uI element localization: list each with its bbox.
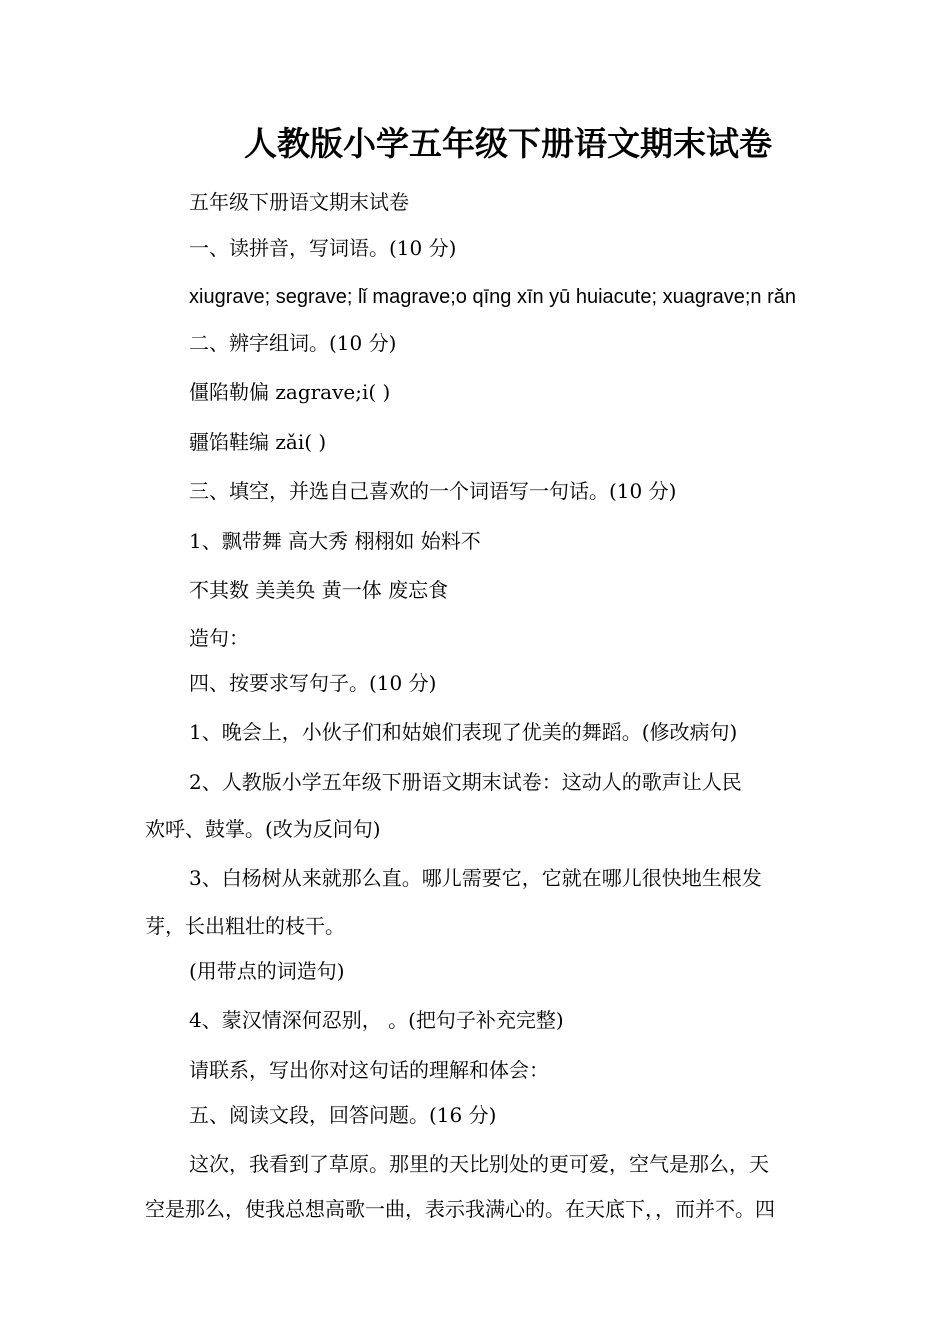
- question-4-5: 请联系，写出你对这句话的理解和体会：: [189, 1058, 549, 1082]
- reading-passage-line-1: 这次，我看到了草原。那里的天比别处的更可爱，空气是那么，天: [189, 1152, 769, 1176]
- question-4-3: 3、白杨树从来就那么直。哪儿需要它，它就在哪儿很快地生根发: [189, 866, 762, 890]
- document-title: 人教版小学五年级下册语文期末试卷: [244, 124, 772, 163]
- section-1-heading: 一、读拼音，写词语。(10 分): [189, 236, 457, 260]
- idiom-line-1: 1、飘带舞 高大秀 栩栩如 始料不: [189, 529, 481, 553]
- section-4-heading: 四、按要求写句子。(10 分): [189, 671, 437, 695]
- pinyin-line: xiugrave; segrave; lǐ magrave;o qīng xīn yū huiacute; xuagrave;n rǎn: [189, 286, 797, 308]
- section-3-heading: 三、填空，并选自己喜欢的一个词语写一句话。(10 分): [189, 479, 677, 503]
- reading-passage-line-2: 空是那么，使我总想高歌一曲，表示我满心的。在天底下，，而并不。四: [145, 1197, 775, 1221]
- sentence-prompt: 造句：: [189, 626, 249, 650]
- char-group-line-1: 僵陷勒偏 zagrave;i( ): [189, 380, 391, 404]
- section-5-heading: 五、阅读文段，回答问题。(16 分): [189, 1103, 497, 1127]
- question-4-3-instruction: (用带点的词造句): [189, 959, 345, 983]
- question-4-1: 1、晚会上，小伙子们和姑娘们表现了优美的舞蹈。(修改病句): [189, 720, 738, 744]
- question-4-4: 4、蒙汉情深何忍别， 。(把句子补充完整): [189, 1008, 564, 1032]
- section-2-heading: 二、辨字组词。(10 分): [189, 331, 397, 355]
- question-4-2-cont: 欢呼、鼓掌。(改为反问句): [145, 817, 381, 841]
- idiom-line-2: 不其数 美美奂 黄一体 废忘食: [189, 578, 449, 602]
- question-4-3-cont: 芽，长出粗壮的枝干。: [145, 914, 345, 938]
- char-group-line-2: 疆馅鞋编 zǎi( ): [189, 430, 327, 454]
- question-4-2: 2、人教版小学五年级下册语文期末试卷：这动人的歌声让人民: [189, 770, 742, 794]
- subtitle-line: 五年级下册语文期末试卷: [189, 190, 409, 214]
